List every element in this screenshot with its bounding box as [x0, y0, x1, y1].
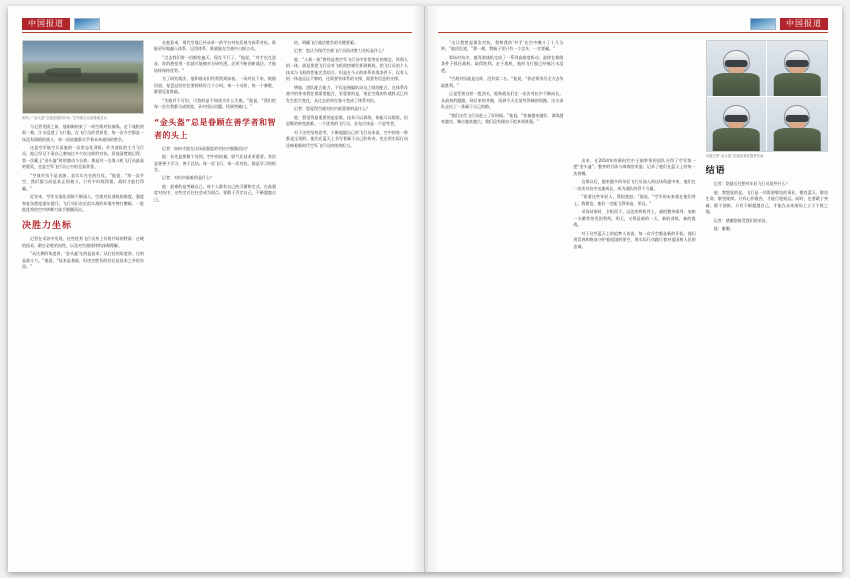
fighter-jets-on-runway-photo	[22, 40, 144, 114]
body-paragraph: 记者：您认为现代空战飞行员的决胜力坐标是什么？	[294, 48, 386, 54]
visor-icon	[786, 60, 809, 67]
visor-icon	[725, 60, 748, 67]
body-paragraph: “空战对抗不是表演，是实实在在的打仗。”他说，“每一次升空，我们都当成是真正的战斗。只有平时练得狠，战时才能打得赢。”	[22, 172, 144, 191]
running-head-right	[750, 16, 828, 31]
running-head-left	[22, 16, 100, 31]
right-column-3	[706, 40, 828, 562]
figure-jets	[22, 40, 144, 121]
right-column-1	[441, 40, 563, 562]
body-paragraph: 记者：您最后还想对年轻飞行员说些什么？	[713, 181, 790, 187]
publication-brand-badge: 中国报道	[22, 18, 70, 30]
body-paragraph: 记者在采访中发现，这些优秀飞行员身上有着共同的特质：过硬的技术、敢打必胜的血性，以及对空战规律的深刻理解。	[22, 236, 144, 248]
body-paragraph: 他：“人机一体”曾经是我空军飞行员中非常突出的理念。所谓人机一体，就是要把飞行员对飞机的控制发挥到极致，把飞行员的个人技术与飞机的性能完美结合。但是在今天的体系作战条件下，仅有人机一体是远远不够的，还需要有体系的支撑，需要有信息的支撑。	[286, 56, 408, 82]
body-paragraph: 对于这些蓝天上的追梦人来说，每一次升空都是新的开始。他们用青春和热血守护着祖国的领空，用实际行动践行着对祖国和人民的忠诚。	[573, 230, 696, 249]
right-page-columns	[441, 40, 828, 562]
body-paragraph: “从比赛的角度讲，‘金头盔’比的是技术；从打仗的角度讲，比的是战斗力。”他说，“技术是基础，但决定胜负的往往是技术之外的东西。”	[22, 251, 144, 270]
body-paragraph: 记者：感谢您接受我们的采访。	[713, 217, 770, 223]
body-paragraph: “空战对抗就是这样，没有第二名。”他说，“你必须用尽全力去争取胜利。”	[441, 76, 564, 88]
body-paragraph: 采访结束时，夕阳西下。远处的停机坪上，战机整齐排列，宛如一支蓄势待发的利剑。明天，又将是新的一天，新的训练，新的挑战。	[573, 209, 696, 228]
right-page	[425, 6, 842, 572]
body-paragraph: 近年来，空军实战化训练不断深入，空战对抗训练的难度、强度和复杂程度逐年提升。飞行员们在近似实战的环境中摔打磨砺，一批批优秀的空中拼刺刀高手脱颖而出。	[22, 194, 144, 213]
section-heading-decision: 决胜力坐标	[22, 220, 73, 231]
left-column-1	[22, 40, 144, 562]
body-paragraph: “这让我想起那次对抗，我和我的‘对手’在空中缠斗了十几分钟。”他回忆道，“那一刻，我脑子里只有一个念头：一定要赢。”	[441, 40, 564, 52]
header-rule-left	[22, 32, 412, 33]
four-pilots-in-helmets-portrait-grid	[706, 40, 828, 152]
left-page-columns	[22, 40, 408, 562]
body-paragraph: 在他看来，现代空战已经从单一的平台对抗发展为体系对抗。谁能更好地融入体系、运用体系，谁就能在空战中占据主动。	[154, 40, 276, 52]
body-paragraph: “我们这代飞行员赶上了好时候。”他说，“装备越来越好，训练越来越实，舞台越来越大。我们没有理由不把本领练强。”	[441, 112, 564, 125]
body-paragraph: 他：最难的是突破自己。每个人都有自己的习惯和定式，在高强度对抗中，这些定式往往会成为弱点。要敢于否定自己，不断超越自己。	[154, 183, 276, 202]
body-paragraph: 他：我想说的是，飞行是一项需要敬畏的事业。敬畏蓝天，敬畏生命，敬畏规律。只有心怀敬畏，才能行稳致远。同时，也要敢于突破，敢于创新。只有不断超越自己，才能在未来战场上立于不败之地。	[705, 189, 828, 215]
pull-quote-heading	[154, 117, 276, 143]
body-paragraph: 他：我觉得最重要的是思维。技术可以训练，体能可以锻炼，但思维的转变最难。一个优秀的飞行员，首先应该是一个思考者。	[286, 114, 408, 127]
header-rule-right	[438, 32, 828, 33]
body-paragraph: 正是凭着这样一股劲头，他和战友们在一次次对抗中不断成长。从最初的跟跑，到后来的并跑，再到今天在某些领域的领跑，这支部队走出了一条属于自己的路。	[441, 91, 564, 110]
pull-quote-text: “金头盔”总是眷顾在善学者和智者的头上	[154, 117, 276, 140]
figure-pilots	[706, 40, 828, 159]
right-column-2	[573, 40, 695, 562]
pilot-uniform	[713, 73, 760, 96]
body-paragraph: 他：首先是要敢于亮剑。空中的较量，胆气比技术更重要。其次是要善于学习，善于总结。每一次飞行、每一次对抗，都是学习的机会。	[154, 154, 276, 172]
pilot-portrait	[767, 97, 827, 152]
pilot-portrait	[767, 41, 827, 96]
body-paragraph: 为了研究战法，他和战友们经常熬到深夜。一场对抗下来，数据回放、复盘总结往往要持续好几个小时。每一个动作、每一个参数，都要反复推敲。	[154, 76, 276, 95]
section-heading-conclusion: 结语	[705, 165, 726, 176]
publication-brand-badge: 中国报道	[780, 18, 828, 30]
visor-icon	[725, 115, 748, 122]
body-paragraph: 他：谢谢。	[713, 226, 734, 231]
body-paragraph: 结，明确飞行战法胜负的关键要素。	[294, 40, 358, 45]
china-flag-icon	[74, 18, 100, 30]
left-column-2	[154, 40, 276, 562]
pilot-uniform	[713, 128, 760, 151]
figure-caption: 资料／“金头盔”空战竞赛的开场／空军航空兵某基地官兵	[22, 115, 107, 120]
pilot-uniform	[774, 73, 821, 96]
body-paragraph: 这是空军航空兵某旅的一次常态化训练。作为部队的主力飞行员，他已经记不清自己参加过多少次这样的对抗。但他清楚地记得，第一次戴上“金头盔”时的激动与自豪。那是对一名战斗机飞行员最高的褒奖，也是空军飞行员心中的至高荣誉。	[22, 145, 144, 170]
visor-icon	[786, 115, 809, 122]
pilot-portrait	[707, 41, 767, 96]
body-paragraph: 与记者见面之前，他刚刚结束了一场空战对抗演练。走下战机的那一刻，汗水浸透了飞行服。在飞行员的世界里，每一次升空都是一场没有硝烟的战斗，每一次较量都关乎着未来战场的胜负。	[22, 123, 144, 142]
body-paragraph: 例如，团队配合能力，不仅是指编队成员之间的配合，在体系作战中的你来我往都需要配合。更重要的是，现在空战的作战样式已经发生很大变化，从过去的单打独斗变成了体系对抗。	[286, 84, 408, 103]
body-paragraph: 对于这些坚持思考、不断超越自己的飞行员来说，空中的每一秒都是宝贵的。他们在蓝天上书写着属于自己的传奇，也在用实际行动诠释着新时代空军飞行员的使命担当。	[286, 129, 408, 148]
body-paragraph: 自那以后，越来越多的年轻飞行员加入到这场角逐中来。他们在一次次对抗中迅速成长，成为部队的骨干力量。	[573, 179, 696, 191]
body-paragraph: 那场对抗中，他驾驶战机完成了一系列高难度机动，最终在极限条件下抓住战机，取得胜利。走下战机，他的飞行服已经被汗水浸透。	[441, 54, 564, 73]
body-paragraph: “过去我们讲一招鲜吃遍天，现在不行了。”他说，“对手也在进步，你的绝招用一次就可能被对方研究透。必须不断创新战法，才能始终保持优势。”	[154, 54, 276, 73]
body-paragraph: 记者：对抗中最难的是什么？	[162, 175, 214, 181]
body-paragraph: 记者：您觉得空战对抗中最重要的是什么？	[294, 106, 370, 112]
figure-caption: 历届空军“金头盔”空战竞赛优胜者代表	[705, 153, 764, 158]
body-paragraph: “失败并不可怕，可怕的是不知道为什么失败。”他说，“我们把每一次失利都当成财富，从中找出问题，找到突破口。”	[154, 97, 276, 110]
body-paragraph: “看着这些年轻人，我很欣慰。”他说，“空军的未来就在他们身上。我相信，他们一定能飞得更高、更远。”	[573, 194, 696, 206]
body-paragraph: 出来，在2014年的新时代中王刚率领的团队分得了空军第一把“金头盔”。整齐的方阵与飒爽的英姿，记录了他们在蓝天上的每一次拼搏。	[573, 158, 696, 176]
body-paragraph: 记者：如何才能在这场高强度的对抗中脱颖而出？	[162, 145, 250, 151]
pilot-uniform	[774, 128, 821, 151]
pilot-portrait	[707, 97, 767, 152]
left-column-3	[286, 40, 408, 562]
left-page	[8, 6, 425, 572]
china-flag-icon	[750, 18, 776, 30]
magazine-spread	[8, 6, 842, 572]
